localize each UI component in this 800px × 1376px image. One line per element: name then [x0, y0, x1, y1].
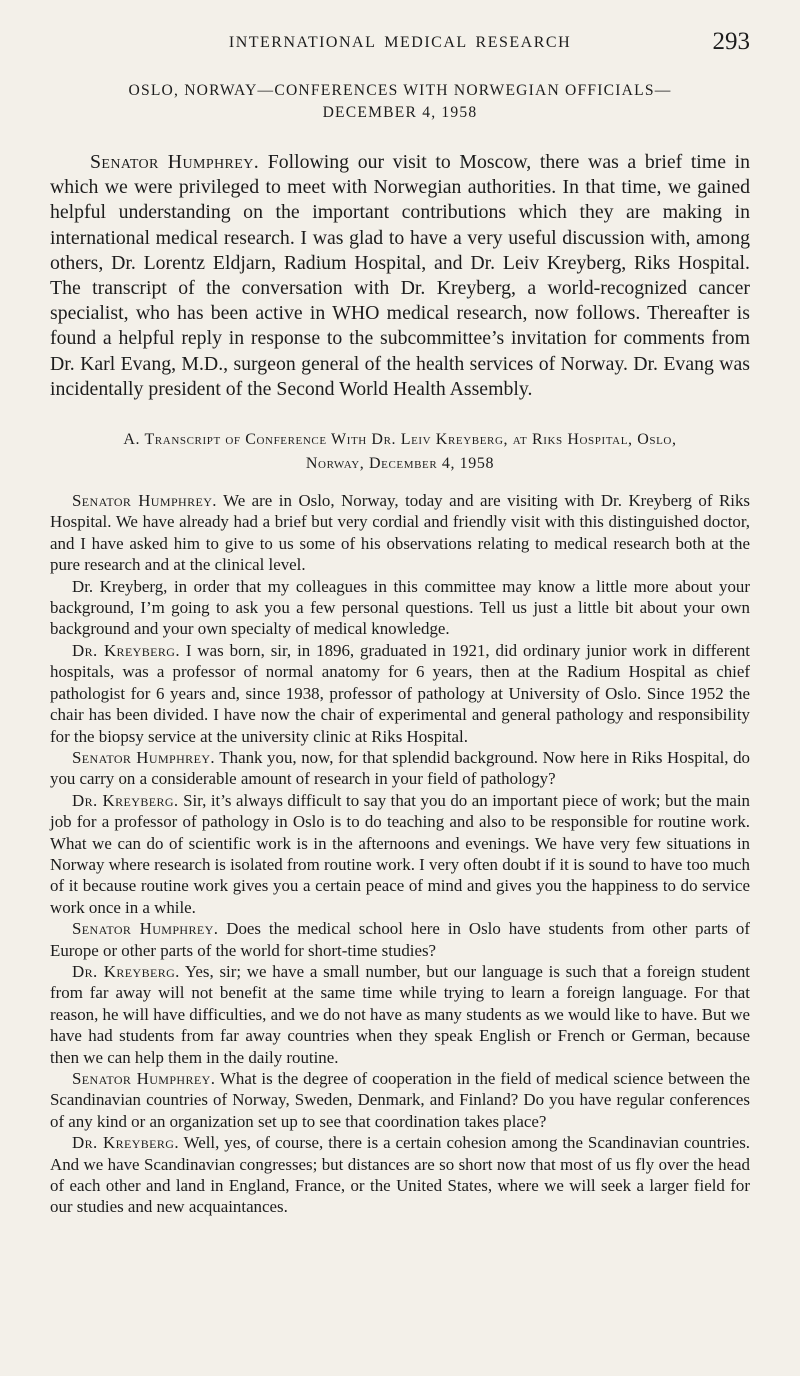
- transcript-paragraph: [50, 790, 750, 918]
- paragraph-text: Well, yes, of course, there is a certain cohesion among the Scandinavian countries. And we have Scandinavian congresses; but distances are so short now that most of us fly over the head of each other and land in England, France, or the United States, where we will seek a larger field for our studies and new acquaintances.: [50, 1133, 750, 1217]
- intro-text: Following our visit to Moscow, there was a brief time in which we were privileged to meet with Norwegian authorities. In that time, we gained helpful understanding on the important contributions which they are making in international medical research. I was glad to have a very useful discussion with, among others, Dr. Lorentz Eldjarn, Radium Hospital, and Dr. Leiv Kreyberg, Riks Hospital. The transcript of the conversation with Dr. Kreyberg, a world-recognized cancer specialist, who has been active in WHO medical research, now follows. Thereafter is found a helpful reply in response to the subcommittee’s invitation for comments from Dr. Karl Evang, M.D., surgeon general of the health services of Norway. Dr. Evang was incidentally president of the Second World Health Assembly.: [50, 151, 750, 400]
- speaker-label: Senator Humphrey.: [72, 491, 217, 511]
- transcript-paragraph: [50, 961, 750, 1068]
- paragraph-text: Thank you, now, for that splendid background. Now here in Riks Hospital, do you carry on a considerable amount of research in your field of pathology?: [50, 747, 750, 789]
- speaker-label: Dr. Kreyberg.: [72, 1133, 179, 1153]
- document-page: [50, 28, 750, 1218]
- paragraph-text: Dr. Kreyberg, in order that my colleagues in this committee may know a little more about your background, I’m going to ask you a few personal questions. Tell us just a little bit about your own background and your own specialty of medical knowledge.: [50, 576, 750, 639]
- transcript-paragraph: [50, 918, 750, 961]
- transcript-paragraph: [50, 1068, 750, 1132]
- section-heading: [50, 80, 750, 124]
- speaker-label: Senator Humphrey.: [90, 151, 260, 173]
- paragraph-text: What is the degree of cooperation in the field of medical science between the Scandinavian countries of Norway, Sweden, Denmark, and Finland? Do you have regular conferences of any kind or an organization set up to see that coordination takes place?: [50, 1069, 750, 1131]
- transcript-paragraph: [50, 1132, 750, 1218]
- transcript-paragraph: [50, 490, 750, 576]
- transcript-heading: [50, 428, 750, 476]
- transcript-paragraph: [50, 576, 750, 640]
- paragraph-text: I was born, sir, in 1896, graduated in 1921, did ordinary junior work in different hospitals, was a professor of normal anatomy for 6 years, then at the Radium Hospital as chief pathologist for 6 years and, since 1938, professor of pathology at University of Oslo. Since 1952 the chair has been divided. I have now the chair of experimental and general pathology and responsibility for the biopsy service at the university clinic at Riks Hospital.: [50, 640, 750, 746]
- speaker-label: Senator Humphrey.: [72, 919, 219, 939]
- transcript-paragraph: [50, 747, 750, 790]
- speaker-label: Dr. Kreyberg.: [72, 790, 179, 810]
- paragraph-text: We are in Oslo, Norway, today and are visiting with Dr. Kreyberg of Riks Hospital. We have already had a brief but very cordial and friendly visit with this distinguished doctor, and I have asked him to give to us some of his observations relating to medical research both at the pure research and at the clinical level.: [50, 491, 750, 575]
- section-heading-line-1: OSLO, NORWAY—CONFERENCES WITH NORWEGIAN OFFICIALS—: [128, 82, 672, 99]
- intro-paragraph: [50, 150, 750, 402]
- page-number: 293: [712, 28, 750, 55]
- transcript-heading-line-2: Norway, December 4, 1958: [305, 455, 495, 473]
- transcript-heading-line-1: A. Transcript of Conference With Dr. Leiv Kreyberg, at Riks Hospital, Oslo,: [123, 431, 677, 449]
- section-heading-line-2: DECEMBER 4, 1958: [322, 104, 478, 121]
- transcript-paragraph: [50, 640, 750, 747]
- speaker-label: Dr. Kreyberg.: [72, 640, 180, 660]
- speaker-label: Dr. Kreyberg.: [72, 961, 180, 981]
- paragraph-text: Yes, sir; we have a small number, but our language is such that a foreign student from far away will not benefit at the same time while trying to learn a foreign language. For that reason, he will have difficulties, and we do not have as many students as we would like to have. But we have had students from far away countries when they speak English or French or German, because then we can help them in the daily routine.: [50, 961, 751, 1067]
- paragraph-text: Does the medical school here in Oslo have students from other parts of Europe or other parts of the world for short-time studies?: [50, 919, 750, 960]
- running-head: [50, 28, 750, 68]
- speaker-label: Senator Humphrey.: [72, 747, 216, 767]
- paragraph-text: Sir, it’s always difficult to say that you do an important piece of work; but the main job for a professor of pathology in Oslo is to do teaching and also to be responsible for routine work. What we can do of scientific work is in the afternoons and evenings. We have very few situations in Norway where research is isolated from routine work. I very often doubt if it is sound to have too much of it because routine work gives you a certain peace of mind and gives you the happiness to do service work once in a while.: [50, 790, 750, 917]
- transcript-body: [50, 490, 750, 1218]
- speaker-label: Senator Humphrey.: [72, 1069, 216, 1088]
- running-head-title: INTERNATIONAL MEDICAL RESEARCH: [228, 34, 572, 51]
